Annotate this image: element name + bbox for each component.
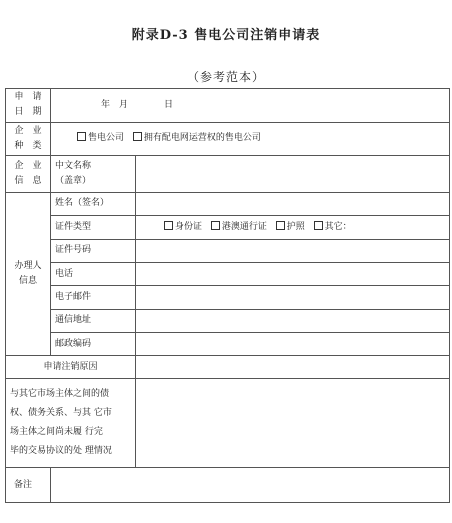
phone-field[interactable] (136, 262, 450, 285)
address-field[interactable] (136, 309, 450, 332)
postcode-label: 邮政编码 (51, 333, 136, 356)
id-number-label: 证件号码 (51, 239, 136, 262)
document-title: 附录D-3 售电公司注销申请表 (131, 28, 321, 43)
row-phone (6, 262, 450, 285)
option-distribution-sales-company: 拥有配电网运营权的售电公司 (143, 133, 261, 144)
checkbox-sales-company[interactable] (77, 132, 86, 141)
phone-label: 电话 (51, 262, 136, 285)
row-reason (6, 356, 450, 378)
email-label: 电子邮件 (51, 286, 136, 309)
option-other: 其它： (324, 221, 352, 232)
company-type-options (51, 122, 450, 156)
checkbox-other[interactable] (314, 221, 323, 230)
row-company-type (6, 122, 450, 156)
row-postcode (6, 333, 450, 356)
checkbox-distribution-sales-company[interactable] (133, 132, 142, 141)
address-label: 通信地址 (51, 309, 136, 332)
application-form-table (5, 88, 450, 503)
checkbox-passport[interactable] (276, 221, 285, 230)
remarks-field[interactable] (51, 468, 450, 503)
relations-label: 与其它市场主体之间的债 权、债务关系、与其 它市 场主体之间尚未履 行完 毕的交易协议的处 理情况 (6, 378, 136, 468)
apply-date-field[interactable]: 年 月 日 (51, 89, 450, 123)
option-passport: 护照 (286, 221, 305, 232)
remarks-label: 备注 (6, 468, 51, 503)
row-apply-date (6, 89, 450, 123)
relations-field[interactable] (136, 378, 450, 468)
agent-info-label: 办理人 信息 (6, 192, 51, 356)
row-id-number (6, 239, 450, 262)
document-subtitle: （参考范本） (186, 70, 265, 84)
checkbox-hk-macau-permit[interactable] (211, 221, 220, 230)
company-info-label: 企 业 信 息 (6, 156, 51, 193)
company-name-field[interactable] (136, 156, 450, 193)
row-company-info (6, 156, 450, 193)
apply-date-label: 申 请 日 期 (6, 89, 51, 123)
id-type-options (136, 216, 450, 239)
option-hk-macau-permit: 港澳通行证 (221, 221, 267, 232)
row-agent-name (6, 192, 450, 215)
row-address (6, 309, 450, 332)
agent-name-field[interactable] (136, 192, 450, 215)
id-number-field[interactable] (136, 239, 450, 262)
checkbox-id-card[interactable] (164, 221, 173, 230)
id-type-label: 证件类型 (51, 216, 136, 239)
reason-field[interactable] (136, 356, 450, 378)
company-name-label: 中文名称 （盖章） (51, 156, 136, 193)
row-remarks (6, 468, 450, 503)
option-sales-company: 售电公司 (88, 133, 125, 144)
reason-label: 申请注销原因 (6, 356, 136, 378)
row-email (6, 286, 450, 309)
row-id-type (6, 216, 450, 239)
postcode-field[interactable] (136, 333, 450, 356)
agent-name-label: 姓名（签名） (51, 192, 136, 215)
company-type-label: 企 业 种 类 (6, 122, 51, 156)
row-relations (6, 378, 450, 468)
option-id-card: 身份证 (175, 221, 203, 232)
email-field[interactable] (136, 286, 450, 309)
